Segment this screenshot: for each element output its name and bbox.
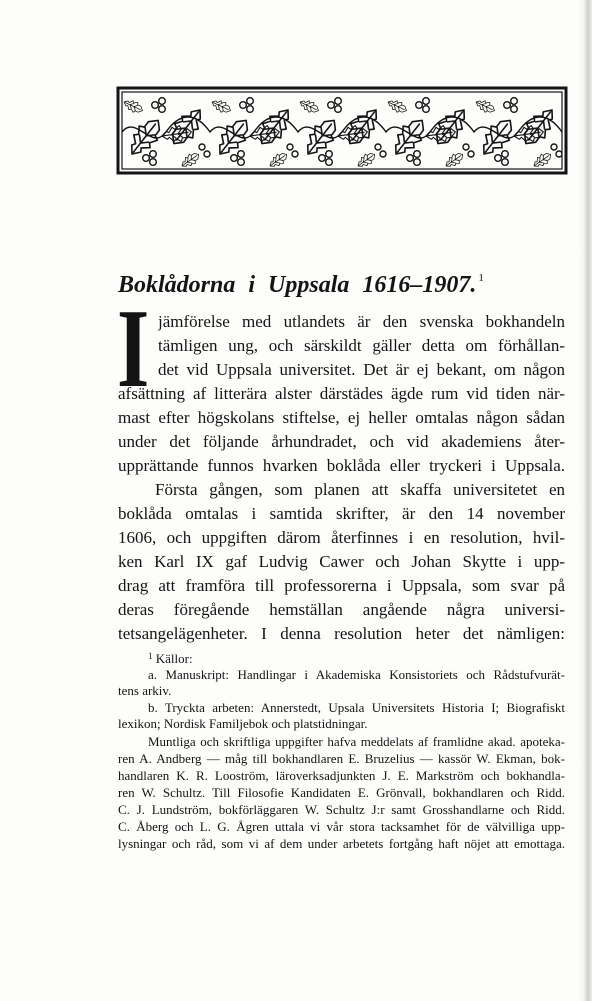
chapter-title — [118, 270, 484, 300]
body-line: boklåda omtalas i samtida skrifter, är den 14 november — [118, 504, 565, 523]
drop-cap: I — [117, 287, 150, 411]
paragraph — [118, 310, 565, 478]
body-line: mast efter högskolans stiftelse, ej heller omtalas någon sådan — [118, 408, 565, 427]
body-line: upprättande funnos hvarken boklåda eller tryckeri i Uppsala. — [118, 456, 565, 475]
body-line: Första gången, som planen att skaffa universitetet en — [155, 480, 565, 499]
body-line: tämligen ung, och särskildt gäller detta om förhållan- — [158, 336, 565, 355]
footnote-line: a. Manuskript: Handlingar i Akademiska Konsistoriets och Rådstufvurät- — [148, 667, 565, 682]
footnote-marker: 1 — [148, 651, 153, 661]
body-line: deras föregående hemställan angående några universi- — [118, 600, 565, 619]
body-line: drag att framföra till professorerna i Uppsala, som svar på — [118, 576, 565, 595]
footnote-line: ren A. Andberg — måg till bokhandlaren E. Bruzelius — kassör W. Ekman, bok- — [118, 751, 565, 766]
footnote-item — [118, 667, 565, 699]
footnote-heading — [118, 651, 565, 667]
paragraph — [118, 478, 565, 646]
body-line: ken Karl IX gaf Ludvig Cawer och Johan Skytte i upp- — [118, 552, 565, 571]
chapter-title-text: Boklådorna i Uppsala 1616–1907. — [118, 272, 477, 298]
footnote-line: C. J. Lundström, bokförläggaren W. Schultz J:r samt Grosshandlarne och Ridd. — [118, 802, 565, 817]
footnote-line: handlaren K. R. Looström, läroverksadjunkten J. E. Markström och bokhandla- — [118, 768, 565, 783]
footnote-line: lysningar och råd, som vi af dem under arbetets fortgång haft nöjet att emottaga. — [118, 836, 565, 851]
footnote-line: ren W. Schultz. Till Filosofie Kandidaten E. Grönvall, bokhandlaren och Ridd. — [118, 785, 565, 800]
footnote-line: C. Åberg och L. G. Ågren uttala vi vår stora tacksamhet för de välvilliga upp- — [118, 819, 565, 834]
ornament-motif — [298, 97, 386, 170]
body-line: tetsangelägenheter. I denna resolution heter det nämligen: — [118, 624, 565, 643]
body-text — [118, 310, 565, 646]
decorative-header-ornament — [116, 86, 568, 175]
ornament-motif — [122, 97, 210, 170]
body-line: det vid Uppsala universitet. Det är ej bekant, om någon — [158, 360, 565, 379]
ornament-motif — [210, 97, 298, 170]
footnotes — [118, 651, 565, 852]
footnote-line: b. Tryckta arbeten: Annerstedt, Upsala Universitets Historia I; Biografiskt — [148, 700, 565, 715]
body-line: afsättning af litterära alster därstädes ägde rum vid tiden när- — [118, 384, 565, 403]
body-line: under det följande århundradet, och vid akademiens åter- — [118, 432, 565, 451]
footnote-line: Muntliga och skriftliga uppgifter hafva meddelats af framlidne akad. apoteka- — [148, 734, 565, 749]
footnote-item — [118, 733, 565, 852]
footnote-reference: 1 — [478, 272, 484, 284]
body-line: jämförelse med utlandets är den svenska bokhandeln — [158, 312, 565, 331]
footnote-line: lexikon; Nordisk Familjebok och platstidningar. — [118, 716, 368, 731]
footnote-line: tens arkiv. — [118, 683, 172, 698]
ornament-motif — [386, 97, 474, 170]
ornament-band — [122, 97, 562, 170]
ornament-motif — [474, 97, 562, 170]
page-edge-shadow — [578, 0, 592, 1001]
footnote-heading-text: Källor: — [155, 651, 193, 666]
footnote-item — [118, 700, 565, 732]
body-line: 1606, och uppgiften därom återfinnes i en resolution, hvil- — [118, 528, 565, 547]
